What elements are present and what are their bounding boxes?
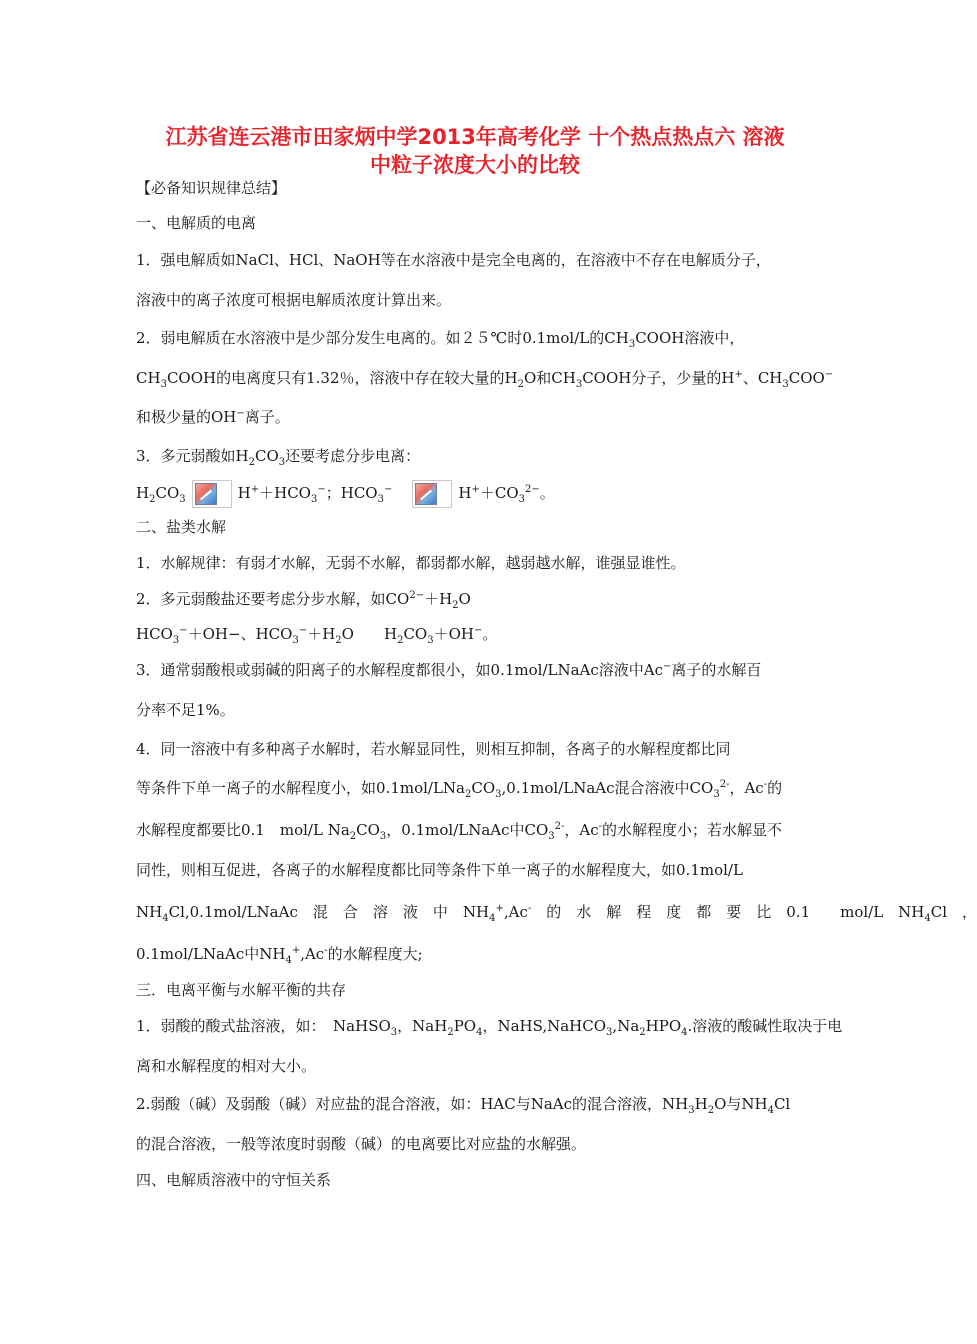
- document-title-line1: 江苏省连云港市田家炳中学2013年高考化学 十个热点热点六 溶液: [165, 125, 785, 149]
- sec3-para2-line2: 的混合溶液，一般等浓度时弱酸（碱）的电离要比对应盐的水解强。: [136, 1135, 587, 1153]
- sec3-para2-line1: 2.弱酸（碱）及弱酸（碱）对应盐的混合溶液，如：HAC与NaAc的混合溶液，$NH_3H_2O$与$NH_4Cl$: [136, 1095, 791, 1116]
- equilibrium-arrow-image: [192, 480, 232, 508]
- sec1-equation-line: $H_2CO_3$ $H^++HCO_3^-$；$HCO_3^-$ $H^++CO_3^{2-}$。: [136, 480, 555, 508]
- sec3-para1-line2: 离和水解程度的相对大小。: [136, 1057, 317, 1075]
- sec1-para3: 3．多元弱酸如$H_2CO_3$还要考虑分步电离：: [136, 447, 421, 468]
- sec1-para1-line2: 溶液中的离子浓度可根据电解质浓度计算出来。: [136, 291, 452, 309]
- sec2-para4-line4: 同性，则相互促进，各离子的水解程度都比同等条件下单一离子的水解程度大，如0.1mol/L: [136, 861, 743, 879]
- summary-heading: 【必备知识规律总结】: [136, 179, 287, 197]
- section2-heading: 二、盐类水解: [136, 518, 227, 536]
- sec2-para4-line1: 4．同一溶液中有多种离子水解时，若水解显同性，则相互抑制，各离子的水解程度都比同: [136, 740, 731, 758]
- sec1-para2-line2: $CH_3COOH$的电离度只有1.32％，溶液中存在较大量的$H_2O$和$CH_3COOH$分子，少量的H+、$CH_3COO^-$: [136, 369, 834, 390]
- sec1-para1-line1: 1．强电解质如NaCl、HCl、NaOH等在水溶液中是完全电离的，在溶液中不存在电解质分子，: [136, 251, 771, 269]
- sec2-para1: 1．水解规律：有弱才水解，无弱不水解，都弱都水解，越弱越水解，谁强显谁性。: [136, 554, 686, 572]
- sec2-para4-line2: 等条件下单一离子的水解程度小，如$0.1mol/LNa_2CO_3,0.1mol$/LNaAc混合溶液中$CO_3^{2-}$，Ac-的: [136, 779, 783, 800]
- sec2-para4-line5: $NH_4Cl,0.1mol$/LNaAc 混 合 溶 液 中 $NH_4^+,Ac^-$ 的 水 解 程 度 都 要 比 0.1 mol/L $NH_4Cl$ ，: [136, 903, 977, 924]
- document-title-line2: 中粒子浓度大小的比较: [370, 153, 580, 177]
- sec1-para2-line1: 2．弱电解质在水溶液中是少部分发生电离的。如２５℃时0.1mol/L的$CH_3COOH$溶液中，: [136, 329, 745, 350]
- equilibrium-arrow-icon: [415, 483, 437, 505]
- sec2-para4-line6: 0.1mol/LNaAc中$NH_4^+,Ac^-$的水解程度大;: [136, 945, 423, 966]
- sec2-para3-line1: 3．通常弱酸根或弱碱的阳离子的水解程度都很小，如0.1mol/LNaAc溶液中Ac−离子的水解百: [136, 661, 762, 679]
- equilibrium-arrow-icon: [195, 483, 217, 505]
- sec2-para2-line2: $HCO_3^-+OH-$、$HCO_3^-+H_2O$ $H_2CO_3+OH^-$。: [136, 625, 498, 646]
- sec2-para3-line2: 分率不足1%。: [136, 701, 235, 719]
- sec2-para4-line3: 水解程度都要比0.1 mol/L $Na_2CO_3$，0.1mol/LNaAc中$CO_3^{2-}$，Ac-的水解程度小；若水解显不: [136, 821, 783, 842]
- sec1-para2-line3: 和极少量的OH−离子。: [136, 408, 290, 426]
- section3-heading: 三．电离平衡与水解平衡的共存: [136, 981, 347, 999]
- section4-heading: 四、电解质溶液中的守恒关系: [136, 1171, 332, 1189]
- sec3-para1-line1: 1．弱酸的酸式盐溶液，如： NaHSO$_3$，$NaH_2PO_4$，$NaHS,NaHCO_3,Na_2HPO_4$.溶液的酸碱性取决于电: [136, 1017, 843, 1038]
- section1-heading: 一、电解质的电离: [136, 214, 257, 232]
- equilibrium-arrow-image: [412, 480, 452, 508]
- sec2-para2-line1: 2．多元弱酸盐还要考虑分步水解，如$CO^{2-}+H_2O$: [136, 590, 471, 611]
